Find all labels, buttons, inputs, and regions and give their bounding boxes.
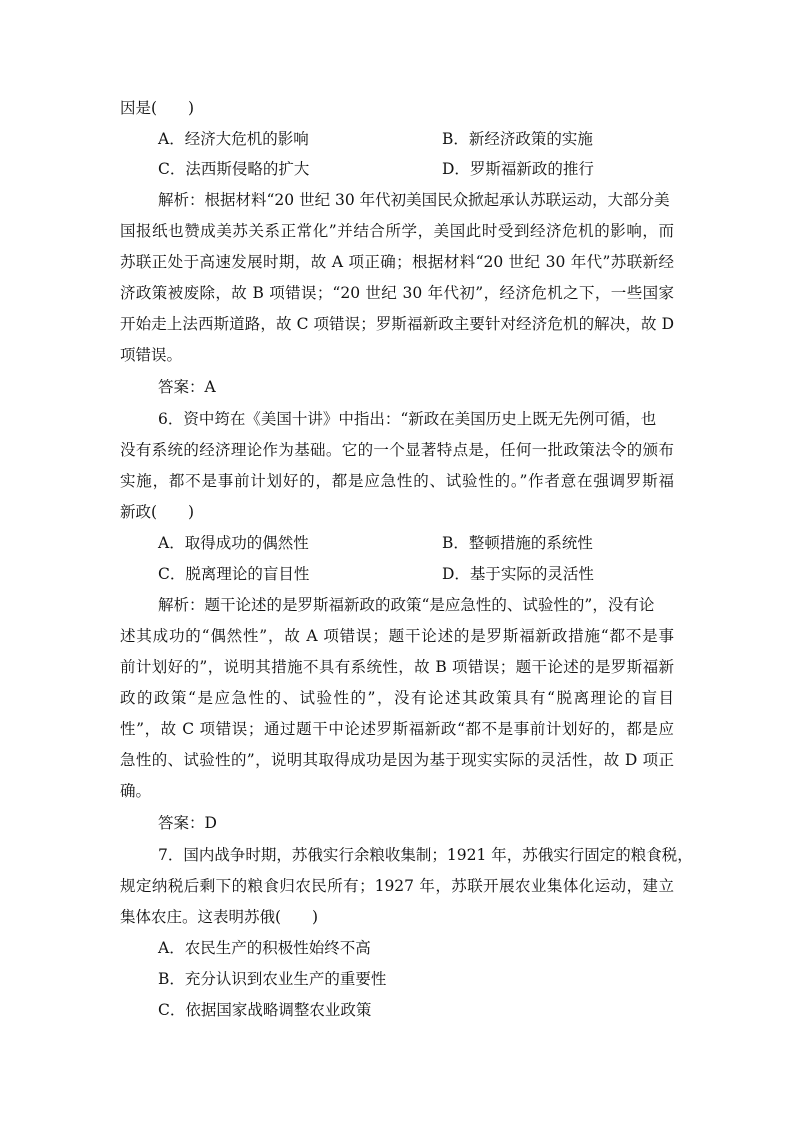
q7-option-a: A．农民生产的积极性始终不高 [158, 939, 371, 957]
q6-answer: 答案：D [158, 814, 217, 832]
q5-analysis-line-1: 解析：根据材料“20 世纪 30 年代初美国民众掀起承认苏联运动，大部分美 [158, 191, 670, 209]
q5-answer: 答案：A [158, 378, 216, 396]
q6-analysis-line-4: 政的政策“是应急性的、试验性的”，没有论述其政策具有“脱离理论的盲目 [120, 689, 674, 707]
q6-analysis-line-2: 述其成功的“偶然性”，故 A 项错误；题干论述的是罗斯福新政措施“都不是事 [120, 627, 674, 645]
q5-analysis-line-2: 国报纸也赞成美苏关系正常化”并结合所学，美国此时受到经济危机的影响，而 [120, 222, 674, 240]
q6-analysis-line-1: 解析：题干论述的是罗斯福新政的政策“是应急性的、试验性的”，没有论 [158, 596, 655, 614]
q5-analysis-line-4: 济政策被废除，故 B 项错误；“20 世纪 30 年代初”，经济危机之下，一些国家 [120, 284, 674, 302]
q5-analysis-line-6: 项错误。 [120, 346, 183, 364]
q5-analysis-line-5: 开始走上法西斯道路，故 C 项错误；罗斯福新政主要针对经济危机的解决，故 D [120, 315, 674, 333]
q6-analysis-line-5: 性”，故 C 项错误；通过题干中论述罗斯福新政“都不是事前计划好的，都是应 [120, 720, 674, 738]
q6-option-a: A．取得成功的偶然性 [158, 534, 309, 552]
q5-option-c: C．法西斯侵略的扩大 [158, 160, 310, 178]
q6-analysis-line-3: 前计划好的”，说明其措施不具有系统性，故 B 项错误；题干论述的是罗斯福新 [120, 658, 674, 676]
q6-option-d: D．基于实际的灵活性 [442, 565, 594, 583]
q6-stem-line-4: 新政( ) [120, 503, 195, 521]
q6-analysis-line-7: 确。 [120, 782, 152, 800]
q7-option-b: B．充分认识到农业生产的重要性 [158, 970, 387, 988]
q5-option-d: D．罗斯福新政的推行 [442, 160, 594, 178]
q6-option-b: B．整顿措施的系统性 [442, 534, 593, 552]
q5-option-a: A．经济大危机的影响 [158, 130, 309, 148]
q5-option-b: B．新经济政策的实施 [442, 130, 593, 148]
q6-stem-line-1: 6．资中筠在《美国十讲》中指出：“新政在美国历史上既无先例可循，也 [158, 410, 657, 428]
q5-stem-tail: 因是( ) [120, 99, 195, 117]
q6-stem-line-2: 没有系统的经济理论作为基础。它的一个显著特点是，任何一批政策法令的颁布 [120, 441, 674, 459]
q7-stem-line-2: 规定纳税后剩下的粮食归农民所有；1927 年，苏联开展农业集体化运动，建立 [120, 877, 674, 895]
q6-stem-line-3: 实施，都不是事前计划好的，都是应急性的、试验性的。”作者意在强调罗斯福 [120, 472, 674, 490]
q7-stem-line-1: 7．国内战争时期，苏俄实行余粮收集制；1921 年，苏俄实行固定的粮食税， [158, 846, 693, 864]
q7-option-c: C．依据国家战略调整农业政策 [158, 1001, 372, 1019]
q6-option-c: C．脱离理论的盲目性 [158, 565, 310, 583]
q5-analysis-line-3: 苏联正处于高速发展时期，故 A 项正确；根据材料“20 世纪 30 年代”苏联新经 [120, 253, 674, 271]
q6-analysis-line-6: 急性的、试验性的”，说明其取得成功是因为基于现实实际的灵活性，故 D 项正 [120, 751, 674, 769]
q7-stem-line-3: 集体农庄。这表明苏俄( ) [120, 908, 319, 926]
